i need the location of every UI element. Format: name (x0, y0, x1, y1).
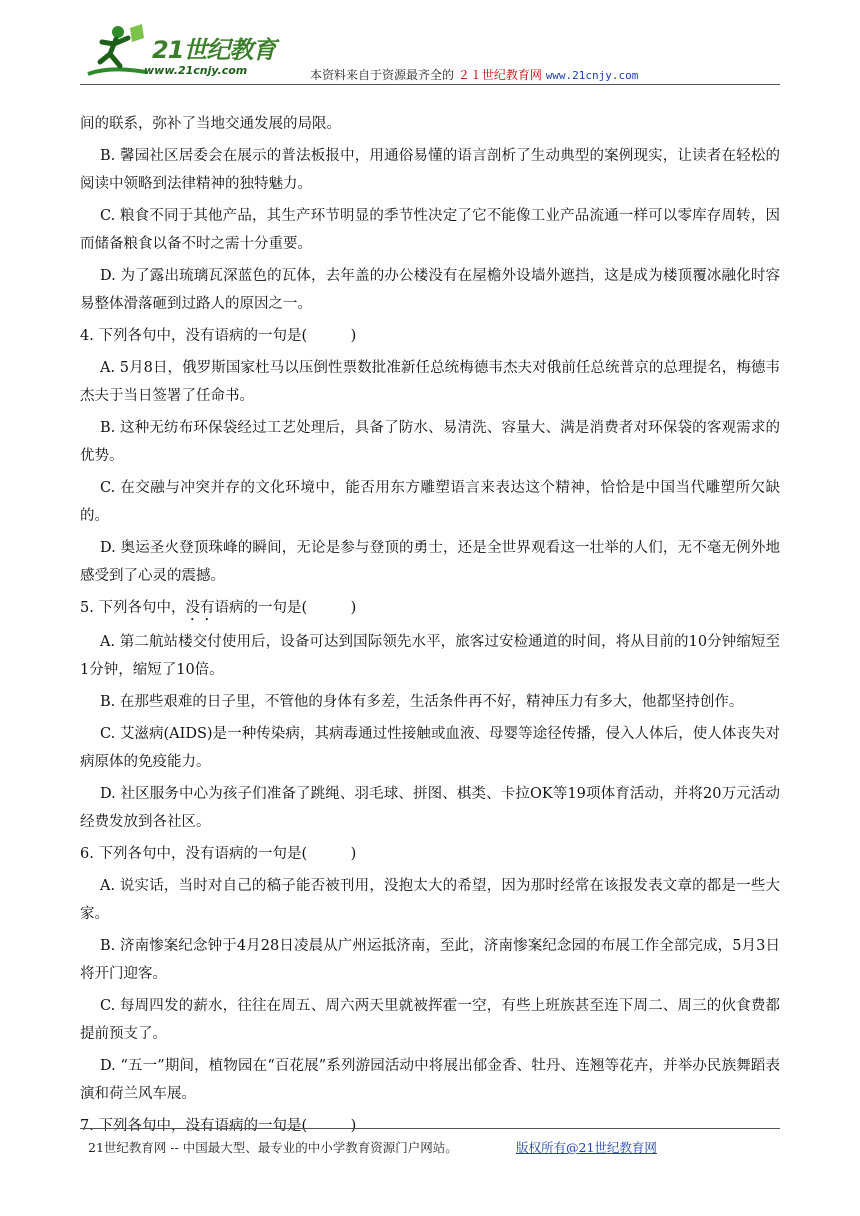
document-body (80, 110, 780, 1144)
q4-option-c: C. 在交融与冲突并存的文化环境中，能否用东方雕塑语言来表达这个精神，恰恰是中国当代雕塑所欠缺的。 (80, 480, 780, 524)
source-url-link[interactable]: www.21cnjy.com (545, 69, 639, 82)
q4-option-a: A. 5月8日，俄罗斯国家杜马以压倒性票数批准新任总统梅德韦杰夫对俄前任总统普京的总理提名，梅德韦杰夫于当日签署了任命书。 (80, 360, 780, 404)
question-4-stem: 4. 下列各句中，没有语病的一句是( ) (80, 328, 357, 344)
site-logo[interactable] (80, 22, 300, 84)
header-source-line (310, 66, 638, 83)
q5-option-a: A. 第二航站楼交付使用后，设备可达到国际领先水平，旅客过安检通道的时间，将从目前的10分钟缩短至1分钟，缩短了10倍。 (80, 634, 780, 678)
running-figure-logo-icon (80, 22, 150, 80)
q5-option-b: B. 在那些艰难的日子里，不管他的身体有多差，生活条件再不好，精神压力有多大，他都坚持创作。 (100, 694, 744, 710)
continuation-text: 间的联系，弥补了当地交通发展的局限。 (80, 116, 341, 132)
q3-option-c: C. 粮食不同于其他产品，其生产环节明显的季节性决定了它不能像工业产品流通一样可以零库存周转，因而储备粮食以备不时之需十分重要。 (80, 208, 780, 252)
question-6-stem: 6. 下列各句中，没有语病的一句是( ) (80, 846, 357, 862)
q3-option-b: B. 馨园社区居委会在展示的普法板报中，用通俗易懂的语言剖析了生动典型的案例现实，让读者在轻松的阅读中领略到法律精神的独特魅力。 (80, 148, 780, 192)
q6-option-d: D. “五一”期间，植物园在“百花展”系列游园活动中将展出郁金香、牡丹、连翘等花卉，并举办民族舞蹈表演和荷兰风车展。 (80, 1058, 780, 1102)
q6-option-c: C. 每周四发的薪水，往往在周五、周六两天里就被挥霍一空，有些上班族甚至连下周二、周三的伙食费都提前预支了。 (80, 998, 780, 1042)
footer-text: 21世纪教育网 -- 中国最大型、最专业的中小学教育资源门户网站。 (88, 1140, 458, 1155)
q4-option-d: D. 奥运圣火登顶珠峰的瞬间，无论是参与登顶的勇士，还是全世界观看这一壮举的人们，无不毫无例外地感受到了心灵的震撼。 (80, 540, 780, 584)
q3-option-d: D. 为了露出琉璃瓦深蓝色的瓦体，去年盖的办公楼没有在屋檐外设墙外遮挡，这是成为楼顶覆冰融化时容易整体滑落砸到过路人的原因之一。 (80, 268, 780, 312)
question-5-stem (80, 594, 780, 624)
source-site-name[interactable]: ２１世纪教育网 (457, 68, 542, 82)
q6-option-b: B. 济南惨案纪念钟于4月28日凌晨从广州运抵济南，至此，济南惨案纪念园的布展工作全部完成，5月3日将开门迎客。 (80, 938, 780, 982)
copyright-link[interactable]: 版权所有@21世纪教育网 (516, 1140, 657, 1155)
q5-option-d: D. 社区服务中心为孩子们准备了跳绳、羽毛球、拼图、棋类、卡拉OK等19项体育活动，并将20万元活动经费发放到各社区。 (80, 786, 780, 830)
q4-option-b: B. 这种无纺布环保袋经过工艺处理后，具备了防水、易清洗、容量大、满是消费者对环保袋的客观需求的优势。 (80, 420, 780, 464)
logo-text: 21世纪教育 (152, 36, 276, 64)
q5-option-c: C. 艾滋病(AIDS)是一种传染病，其病毒通过性接触或血液、母婴等途径传播，侵入人体后，使人体丧失对病原体的免疫能力。 (80, 726, 780, 770)
source-prefix: 本资料来自于资源最齐全的 (310, 68, 455, 82)
logo-url: www.21cnjy.com (144, 64, 248, 77)
q5-stem-suffix: 语病的一句是( ) (214, 600, 357, 616)
q5-stem-prefix: 5. 下列各句中， (80, 600, 186, 616)
footer-divider (80, 1128, 780, 1129)
q6-option-a: A. 说实话，当时对自己的稿子能否被刊用，没抱太大的希望，因为那时经常在该报发表文章的都是一些大家。 (80, 878, 780, 922)
page-header (80, 22, 780, 84)
question-7-stem: 7. 下列各句中，没有语病的一句是( ) (80, 1118, 357, 1134)
header-divider (80, 84, 780, 85)
q5-stem-emphasis: 没有 (185, 600, 215, 616)
